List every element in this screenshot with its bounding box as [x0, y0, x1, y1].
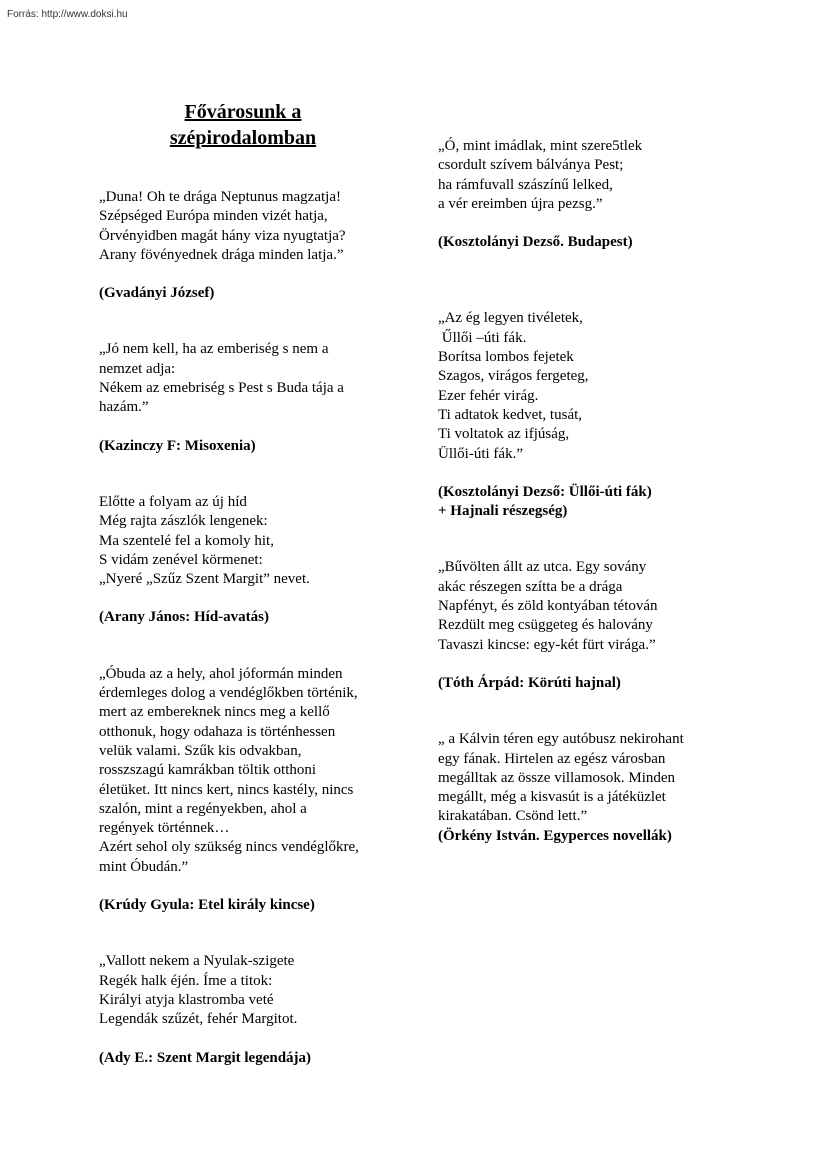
quote-line: rosszszagú kamrákban töltik otthoni: [99, 762, 317, 779]
quote-block: [438, 558, 758, 693]
quote-attribution: (Gvadányi József): [99, 285, 215, 302]
quote-attribution: (Ady E.: Szent Margit legendája): [99, 1049, 312, 1066]
quote-line: a vér ereimben újra pezsg.”: [438, 195, 603, 212]
right-column: [438, 137, 758, 846]
quote-line: S vidám zenével körmenet:: [99, 551, 263, 568]
quote-line: életüket. Itt nincs kert, nincs kastély, nincs: [99, 781, 354, 798]
title-line: Fővárosunk a: [184, 101, 302, 123]
source-label: Forrás: http://www.doksi.hu: [7, 9, 128, 20]
quote-line: „Jó nem kell, ha az emberiség s nem a: [99, 341, 329, 358]
quote-block: [99, 188, 399, 303]
quote-block: [99, 952, 399, 1067]
quote-line: „Bűvölten állt az utca. Egy sovány: [438, 559, 647, 576]
quote-attribution: (Arany János: Híd-avatás): [99, 609, 270, 626]
quote-attribution: (Kosztolányi Dezső. Budapest): [438, 234, 633, 251]
quote-line: „ a Kálvin téren egy autóbusz nekirohant: [438, 731, 684, 748]
page-title: [98, 99, 388, 151]
quote-line: Legendák szűzét, fehér Margitot.: [99, 1011, 298, 1028]
quote-line: Rezdült meg csüggeteg és halovány: [438, 617, 653, 634]
quote-line: mint Óbudán.”: [99, 858, 189, 875]
quote-line: Napfényt, és zöld kontyában tétován: [438, 598, 658, 615]
quote-block: [99, 665, 399, 916]
quote-line: csordult szívem bálványa Pest;: [438, 157, 624, 174]
quote-line: „Nyeré „Szűz Szent Margit” nevet.: [99, 571, 310, 588]
quote-line: „Ó, mint imádlak, mint szere5tlek: [438, 138, 643, 154]
quote-line: Királyi atyja klastromba veté: [99, 991, 274, 1008]
quote-line: Szagos, virágos fergeteg,: [438, 368, 589, 385]
quote-line: otthonuk, hogy odahaza is történhessen: [99, 723, 336, 740]
quote-attribution: (Krúdy Gyula: Etel király kincse): [99, 897, 315, 914]
quote-line: ha rámfuvall szászínű lelked,: [438, 176, 613, 193]
quote-line: regények történnek…: [99, 820, 230, 837]
quote-attribution: (Tóth Árpád: Körúti hajnal): [438, 674, 621, 691]
quote-line: velük valami. Szűk kis odvakban,: [99, 742, 302, 759]
quote-line: Örvényidben magát hány viza nyugtatja?: [99, 227, 346, 244]
quote-line: Szépséged Európa minden vizét hatja,: [99, 208, 328, 225]
quote-block: [438, 309, 758, 521]
quote-line: Előtte a folyam az új híd: [99, 493, 247, 510]
quote-block: [99, 493, 399, 628]
quote-attribution: (Kazinczy F: Misoxenia): [99, 437, 256, 454]
title-line: szépirodalomban: [169, 127, 317, 149]
quote-block: [438, 730, 758, 846]
quote-line: Még rajta zászlók lengenek:: [99, 513, 268, 530]
quote-line: mert az embereknek nincs meg a kellő: [99, 704, 330, 721]
quote-attribution: (Kosztolányi Dezső: Üllői-úti fák): [438, 483, 652, 500]
quote-line: Regék halk éjén. Íme a titok:: [99, 972, 273, 989]
quote-line: hazám.”: [99, 399, 149, 416]
quote-line: Azért sehol oly szükség nincs vendéglőkre,: [99, 839, 359, 856]
quote-line: Űllői –úti fák.: [438, 329, 527, 346]
quote-line: „Duna! Oh te drága Neptunus magzatja!: [99, 189, 341, 205]
quote-attribution: (Örkény István. Egyperces novellák): [438, 827, 672, 844]
quote-line: Tavaszi kincse: egy-két fürt virága.”: [438, 636, 656, 653]
left-column: [99, 188, 399, 1068]
quote-line: Nékem az emebriség s Pest s Buda tája a: [99, 380, 344, 397]
quote-attribution: + Hajnali részegség): [438, 503, 568, 520]
quote-line: megálltak az össze villamosok. Minden: [438, 769, 676, 786]
quote-line: megállt, még a kisvasút is a játéküzlet: [438, 789, 666, 806]
quote-line: érdemleges dolog a vendéglőkben történik,: [99, 685, 358, 702]
quote-block: [438, 137, 758, 252]
quote-line: Ti voltatok az ifjúság,: [438, 426, 570, 443]
quote-line: „Óbuda az a hely, ahol jóformán minden: [99, 665, 343, 682]
quote-line: Ma szentelé fel a komoly hit,: [99, 532, 274, 549]
quote-line: akác részegen szítta be a drága: [438, 578, 623, 595]
quote-line: Arany fövényednek drága minden latja.”: [99, 246, 344, 263]
quote-block: [99, 340, 399, 455]
quote-line: egy fának. Hirtelen az egész városban: [438, 750, 666, 767]
quote-line: nemzet adja:: [99, 360, 176, 377]
quote-line: „Vallott nekem a Nyulak-szigete: [99, 953, 295, 970]
quote-line: „Az ég legyen tivéletek,: [438, 310, 583, 327]
quote-line: Borítsa lombos fejetek: [438, 349, 574, 366]
quote-line: Ti adtatok kedvet, tusát,: [438, 406, 583, 423]
quote-line: kirakatában. Csönd lett.”: [438, 808, 588, 825]
quote-line: szalón, mint a regényekben, ahol a: [99, 800, 307, 817]
quote-line: Üllői-úti fák.”: [438, 445, 523, 462]
quote-line: Ezer fehér virág.: [438, 387, 539, 404]
